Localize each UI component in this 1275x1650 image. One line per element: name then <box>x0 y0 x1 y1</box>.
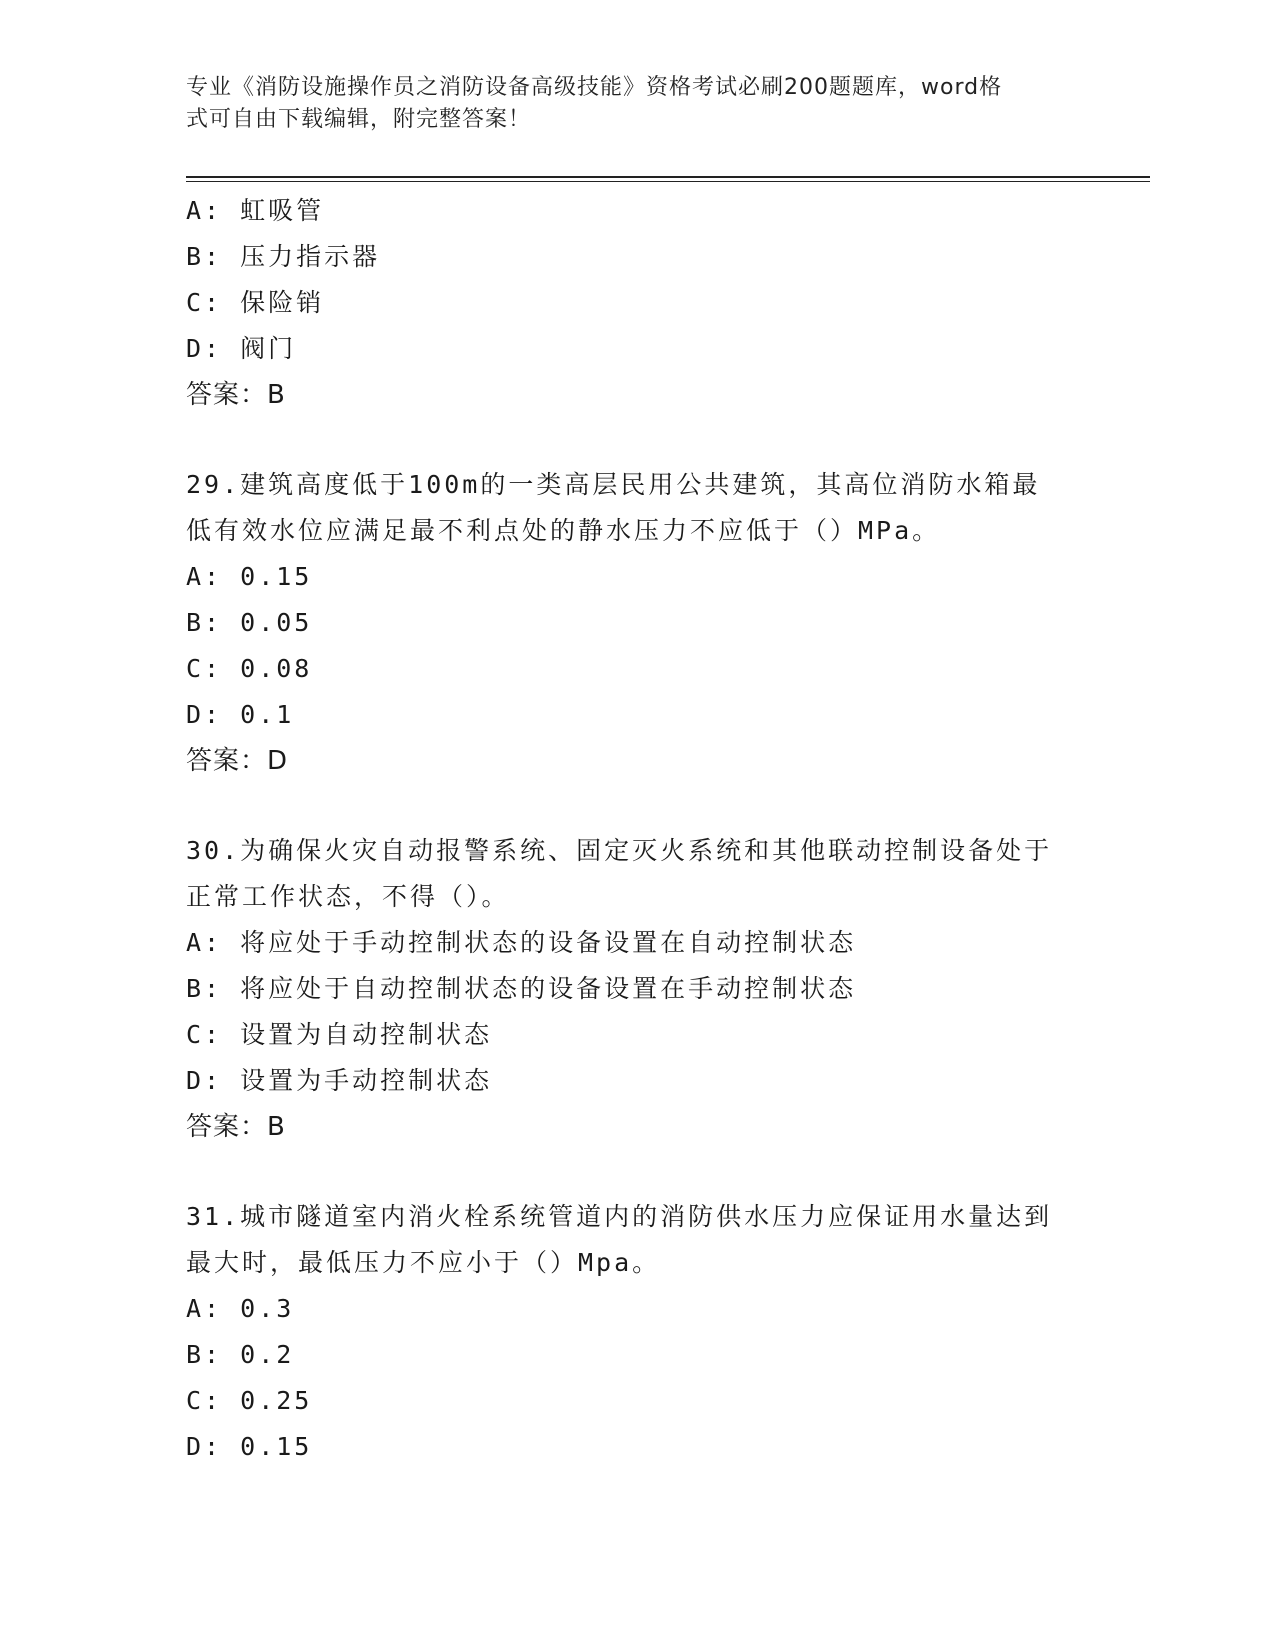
header-divider-thick <box>186 176 1150 178</box>
header-title-line-2: 式可自由下载编辑，附完整答案！ <box>186 107 532 132</box>
option-c: C: 设置为自动控制状态 <box>186 1020 493 1049</box>
document-header <box>186 72 1066 136</box>
question-list <box>186 188 1086 1470</box>
option-a: A: 0.3 <box>186 1294 295 1323</box>
header-title-line-1: 专业《消防设施操作员之消防设备高级技能》资格考试必刷200题题库，word格 <box>186 75 1003 100</box>
option-d: D: 阀门 <box>186 334 297 363</box>
option-d: D: 0.1 <box>186 700 295 729</box>
option-d: D: 0.15 <box>186 1432 313 1461</box>
option-b: B: 0.05 <box>186 608 313 637</box>
answer: 答案：D <box>186 746 289 776</box>
question-text-line-2: 正常工作状态，不得（）。 <box>186 882 510 911</box>
answer: 答案：B <box>186 380 286 410</box>
question-text-line-1: 30.为确保火灾自动报警系统、固定灭火系统和其他联动控制设备处于 <box>186 836 1053 865</box>
question-30 <box>186 828 1086 1150</box>
question-text-line-2: 低有效水位应满足最不利点处的静水压力不应低于（）MPa。 <box>186 516 941 545</box>
question-31 <box>186 1194 1086 1470</box>
question-text-line-2: 最大时，最低压力不应小于（）Mpa。 <box>186 1248 661 1277</box>
option-a: A: 将应处于手动控制状态的设备设置在自动控制状态 <box>186 928 857 957</box>
question-text-line-1: 31.城市隧道室内消火栓系统管道内的消防供水压力应保证用水量达到 <box>186 1202 1053 1231</box>
option-b: B: 将应处于自动控制状态的设备设置在手动控制状态 <box>186 974 857 1003</box>
option-b: B: 压力指示器 <box>186 242 381 271</box>
option-c: C: 保险销 <box>186 288 325 317</box>
answer: 答案：B <box>186 1112 286 1142</box>
question-29 <box>186 462 1086 784</box>
option-a: A: 0.15 <box>186 562 313 591</box>
question-text-line-1: 29.建筑高度低于100m的一类高层民用公共建筑，其高位消防水箱最 <box>186 470 1041 499</box>
header-divider-thin <box>186 181 1150 182</box>
option-d: D: 设置为手动控制状态 <box>186 1066 493 1095</box>
option-c: C: 0.25 <box>186 1386 313 1415</box>
option-a: A: 虹吸管 <box>186 196 325 225</box>
continued-question <box>186 188 1086 418</box>
option-c: C: 0.08 <box>186 654 313 683</box>
option-b: B: 0.2 <box>186 1340 295 1369</box>
